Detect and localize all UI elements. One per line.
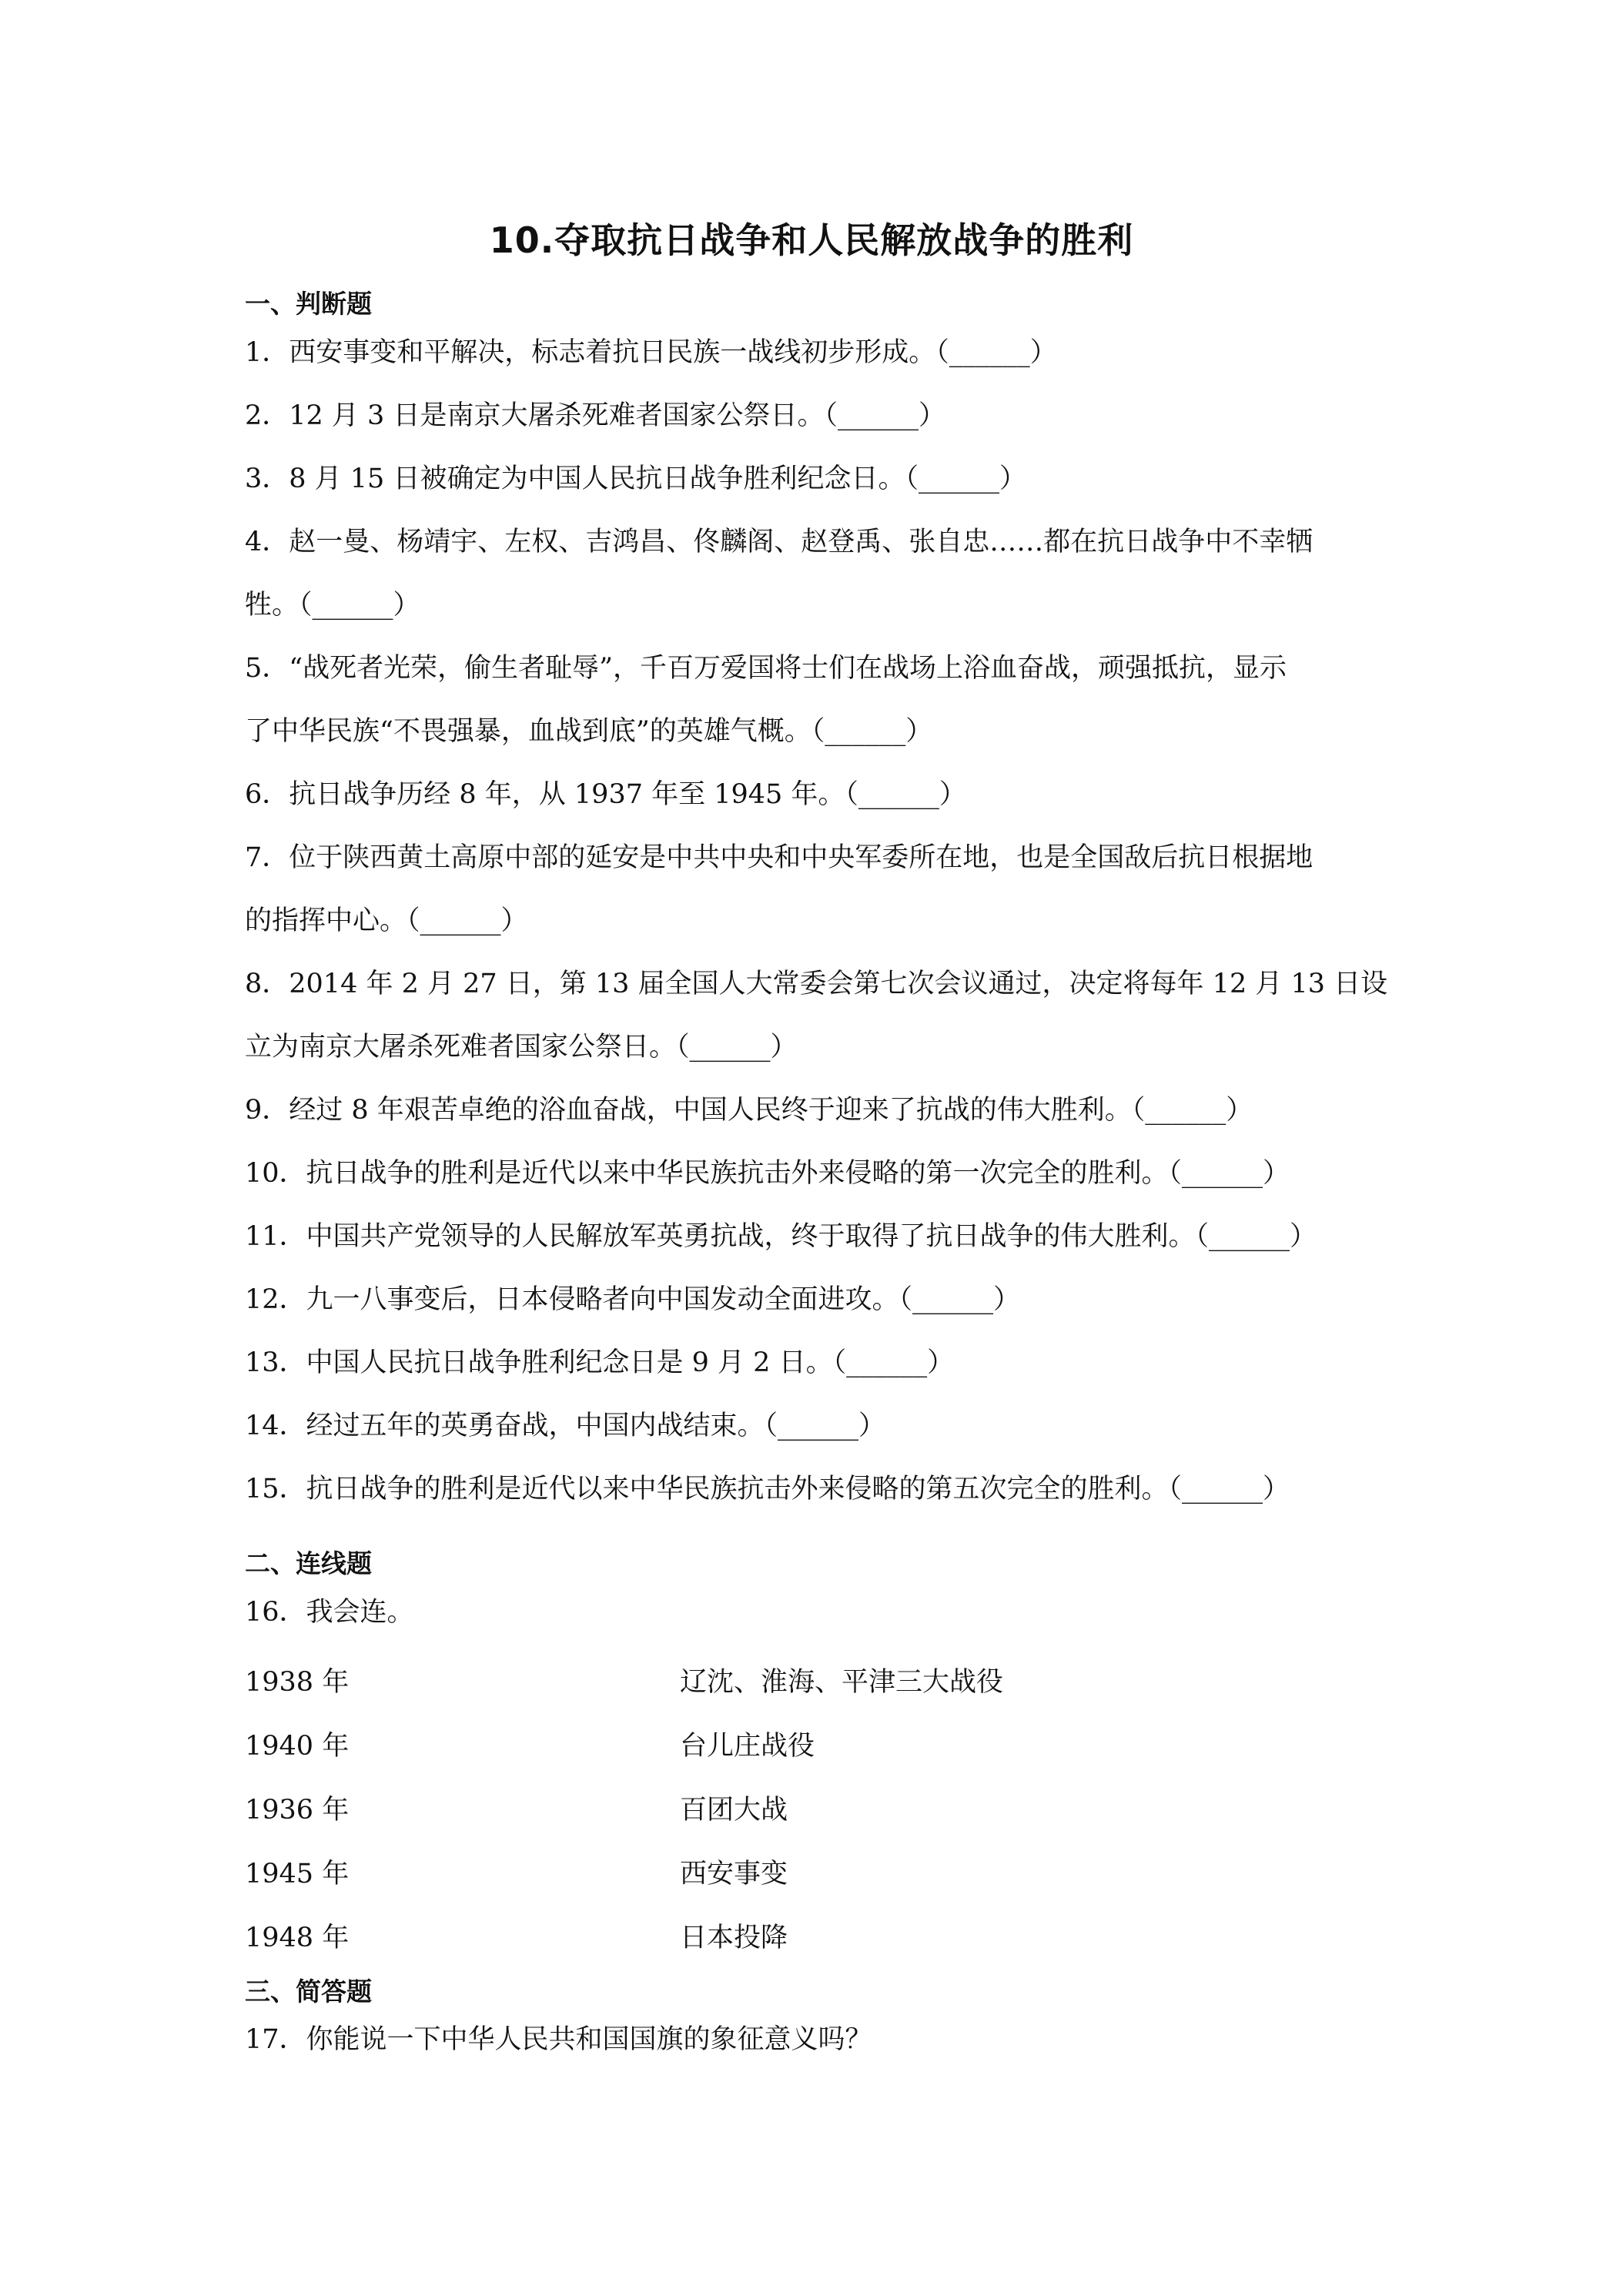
match-left-item: 1936 年 — [245, 1795, 350, 1826]
page-title: 10.夺取抗日战争和人民解放战争的胜利 — [489, 219, 1134, 261]
question-line: 6．抗日战争历经 8 年，从 1937 年至 1945 年。（______） — [245, 779, 966, 810]
question-line: 9．经过 8 年艰苦卓绝的浴血奋战，中国人民终于迎来了抗战的伟大胜利。（______） — [245, 1095, 1253, 1126]
question-line: 1．西安事变和平解决，标志着抗日民族一战线初步形成。（______） — [245, 337, 1057, 368]
match-right-item: 日本投降 — [680, 1923, 788, 1953]
match-left-item: 1945 年 — [245, 1859, 350, 1889]
match-right-item: 台儿庄战役 — [680, 1731, 815, 1762]
match-left-item: 1940 年 — [245, 1731, 350, 1762]
answer-question: 17．你能说一下中华人民共和国国旗的象征意义吗？ — [245, 2024, 872, 2055]
question-line: 2．12 月 3 日是南京大屠杀死难者国家公祭日。（______） — [245, 400, 945, 431]
judge-question-list — [245, 321, 1388, 1521]
question-line: 10．抗日战争的胜利是近代以来中华民族抗击外来侵略的第一次完全的胜利。（______） — [245, 1158, 1290, 1189]
match-question: 16．我会连。 — [245, 1597, 414, 1628]
question-line: 3．8 月 15 日被确定为中国人民抗日战争胜利纪念日。（______） — [245, 464, 1026, 494]
question-line-continued: 立为南京大屠杀死难者国家公祭日。（______） — [245, 1032, 798, 1063]
section-heading-judge: 一、判断题 — [245, 289, 372, 319]
section-heading-match: 二、连线题 — [245, 1548, 372, 1578]
question-line: 14．经过五年的英勇奋战，中国内战结束。（______） — [245, 1411, 886, 1441]
question-line: 15．抗日战争的胜利是近代以来中华民族抗击外来侵略的第五次完全的胜利。（______） — [245, 1474, 1290, 1504]
question-line-continued: 了中华民族“不畏强暴，血战到底”的英雄气概。（______） — [245, 716, 933, 747]
match-left-item: 1948 年 — [245, 1923, 350, 1953]
question-line: 11．中国共产党领导的人民解放军英勇抗战，终于取得了抗日战争的伟大胜利。（______） — [245, 1221, 1317, 1252]
question-line: 5．“战死者光荣，偷生者耻辱”，千百万爱国将士们在战场上浴血奋战，顽强抵抗，显示 — [245, 653, 1287, 684]
match-right-item: 西安事变 — [680, 1859, 788, 1889]
question-line-continued: 的指挥中心。（______） — [245, 905, 528, 936]
question-line: 7．位于陕西黄土高原中部的延安是中共中央和中央军委所在地，也是全国敌后抗日根据地 — [245, 842, 1313, 873]
question-line: 4．赵一曼、杨靖宇、左权、吉鸿昌、佟麟阁、赵登禹、张自忠……都在抗日战争中不幸牺 — [245, 527, 1313, 557]
question-line: 8．2014 年 2 月 27 日，第 13 届全国人大常委会第七次会议通过，决定将每年 12 月 13 日设 — [245, 969, 1388, 999]
match-right-item: 辽沈、淮海、平津三大战役 — [680, 1667, 1004, 1698]
question-line-continued: 牲。（______） — [245, 590, 420, 621]
section-heading-answer: 三、简答题 — [245, 1976, 372, 2006]
question-line: 12．九一八事变后，日本侵略者向中国发动全面进攻。（______） — [245, 1284, 1021, 1315]
question-line: 13．中国人民抗日战争胜利纪念日是 9 月 2 日。（______） — [245, 1347, 955, 1378]
match-right-item: 百团大战 — [680, 1795, 788, 1826]
match-left-item: 1938 年 — [245, 1667, 350, 1698]
